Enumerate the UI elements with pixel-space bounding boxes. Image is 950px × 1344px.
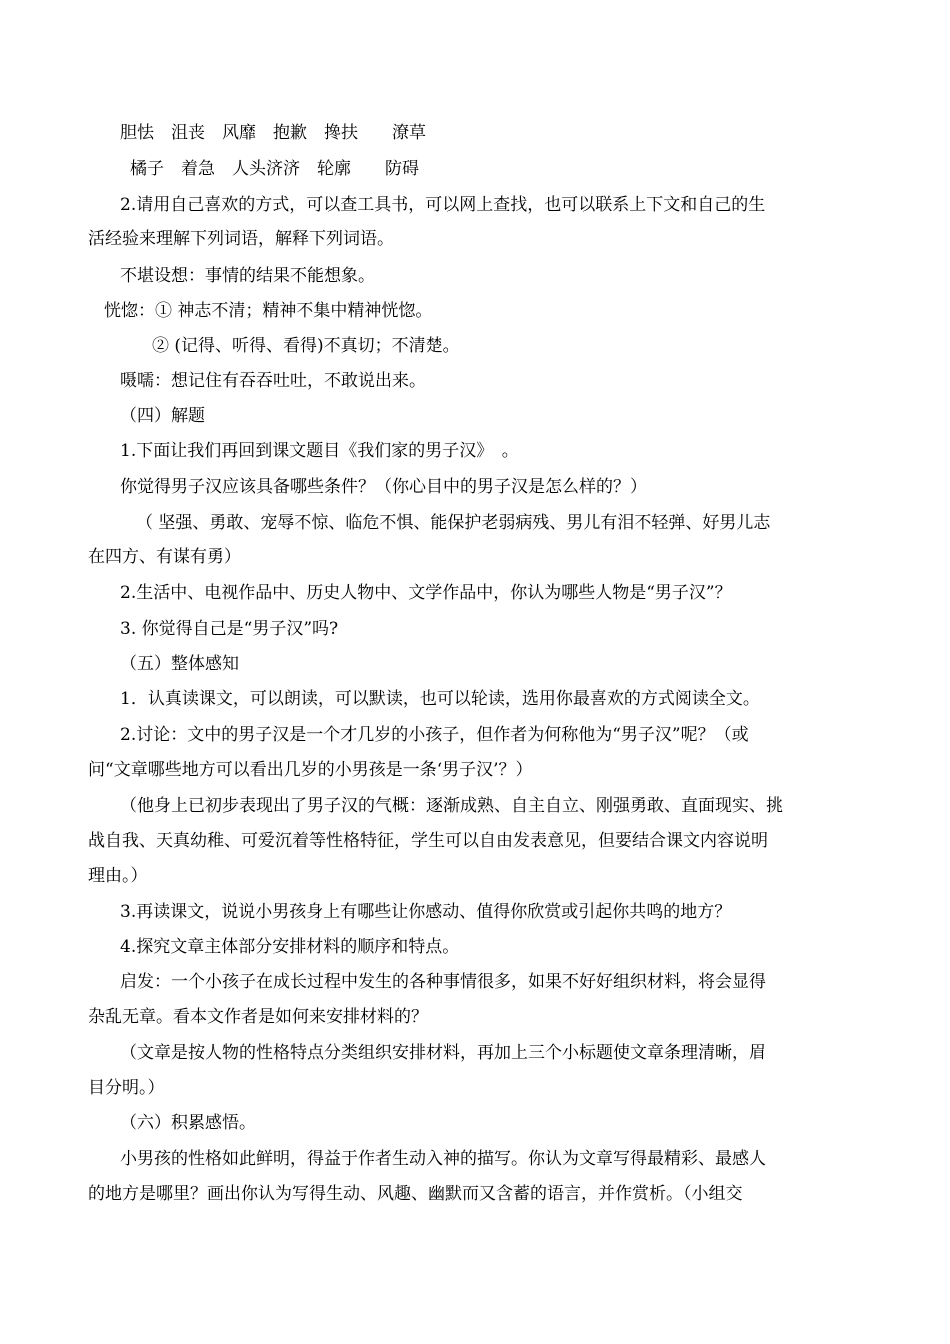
section-5-item-1: 1．认真读课文，可以朗读，可以默读，也可以轮读，选用你最喜欢的方式阅读全文。 bbox=[120, 689, 760, 709]
vocab-line-2: 橘子 着急 人头济济 轮廓 防碍 bbox=[130, 159, 419, 179]
vocab-line-1: 胆怯 沮丧 风靡 抱歉 搀扶 潦草 bbox=[120, 123, 426, 143]
hint-line-1: 启发：一个小孩子在成长过程中发生的各种事情很多，如果不好好组织材料，将会显得 bbox=[120, 972, 766, 992]
definition-huanghu-2: ② (记得、听得、看得)不真切；不清楚。 bbox=[152, 336, 460, 356]
section-5-answer-line-2: 战自我、天真幼稚、可爱沉着等性格特征，学生可以自由发表意见，但要结合课文内容说明 bbox=[88, 831, 768, 851]
section-heading-4: （四）解题 bbox=[120, 406, 205, 426]
section-heading-6: （六）积累感悟。 bbox=[120, 1113, 256, 1133]
hint-line-2: 杂乱无章。看本文作者是如何来安排材料的？ bbox=[88, 1007, 428, 1027]
section-4-answer-line-2: 在四方、有谋有勇） bbox=[88, 547, 241, 567]
section-6-line-2: 的地方是哪里？画出你认为写得生动、风趣、幽默而又含蓄的语言，并作赏析。（小组交 bbox=[88, 1184, 743, 1204]
definition-huanghu-1: 恍惚：① 神志不清；精神不集中精神恍惚。 bbox=[104, 301, 433, 321]
hint-answer-line-2: 目分明。） bbox=[88, 1078, 165, 1098]
section-4-question: 你觉得男子汉应该具备哪些条件？（你心目中的男子汉是怎么样的？） bbox=[120, 477, 647, 497]
question-2-line-2: 活经验来理解下列词语，解释下列词语。 bbox=[88, 229, 394, 249]
section-5-item-2-line-2: 问“文章哪些地方可以看出几岁的小男孩是一条‘男子汉’？） bbox=[88, 760, 533, 780]
hint-answer-line-1: （文章是按人物的性格特点分类组织安排材料，再加上三个小标题使文章条理清晰，眉 bbox=[120, 1043, 766, 1063]
section-5-item-3: 3.再读课文，说说小男孩身上有哪些让你感动、值得你欣赏或引起你共鸣的地方？ bbox=[120, 902, 732, 922]
definition-bukanshexiang: 不堪设想：事情的结果不能想象。 bbox=[120, 266, 375, 286]
section-5-answer-line-3: 理由。） bbox=[88, 866, 148, 886]
section-4-item-1: 1.下面让我们再回到课文题目《我们家的男子汉》 。 bbox=[120, 441, 519, 461]
section-4-answer-line-1: （ 坚强、勇敢、宠辱不惊、临危不惧、能保护老弱病残、男儿有泪不轻弹、好男儿志 bbox=[136, 513, 771, 533]
section-4-item-2: 2.生活中、电视作品中、历史人物中、文学作品中，你认为哪些人物是“男子汉”？ bbox=[120, 583, 732, 603]
section-heading-5: （五）整体感知 bbox=[120, 654, 239, 674]
section-5-item-2-line-1: 2.讨论：文中的男子汉是一个才几岁的小孩子，但作者为何称他为“男子汉”呢？（或 bbox=[120, 725, 749, 745]
section-5-answer-line-1: （他身上已初步表现出了男子汉的气概：逐渐成熟、自主自立、刚强勇敢、直面现实、挑 bbox=[120, 796, 783, 816]
definition-nieru: 嗫嚅：想记住有吞吞吐吐，不敢说出来。 bbox=[120, 371, 426, 391]
section-6-line-1: 小男孩的性格如此鲜明，得益于作者生动入神的描写。你认为文章写得最精彩、最感人 bbox=[120, 1149, 766, 1169]
question-2-line-1: 2.请用自己喜欢的方式，可以查工具书，可以网上查找，也可以联系上下文和自己的生 bbox=[120, 195, 766, 215]
section-4-item-3: 3. 你觉得自己是“男子汉”吗? bbox=[120, 619, 339, 639]
section-5-item-4: 4.探究文章主体部分安排材料的顺序和特点。 bbox=[120, 937, 460, 957]
